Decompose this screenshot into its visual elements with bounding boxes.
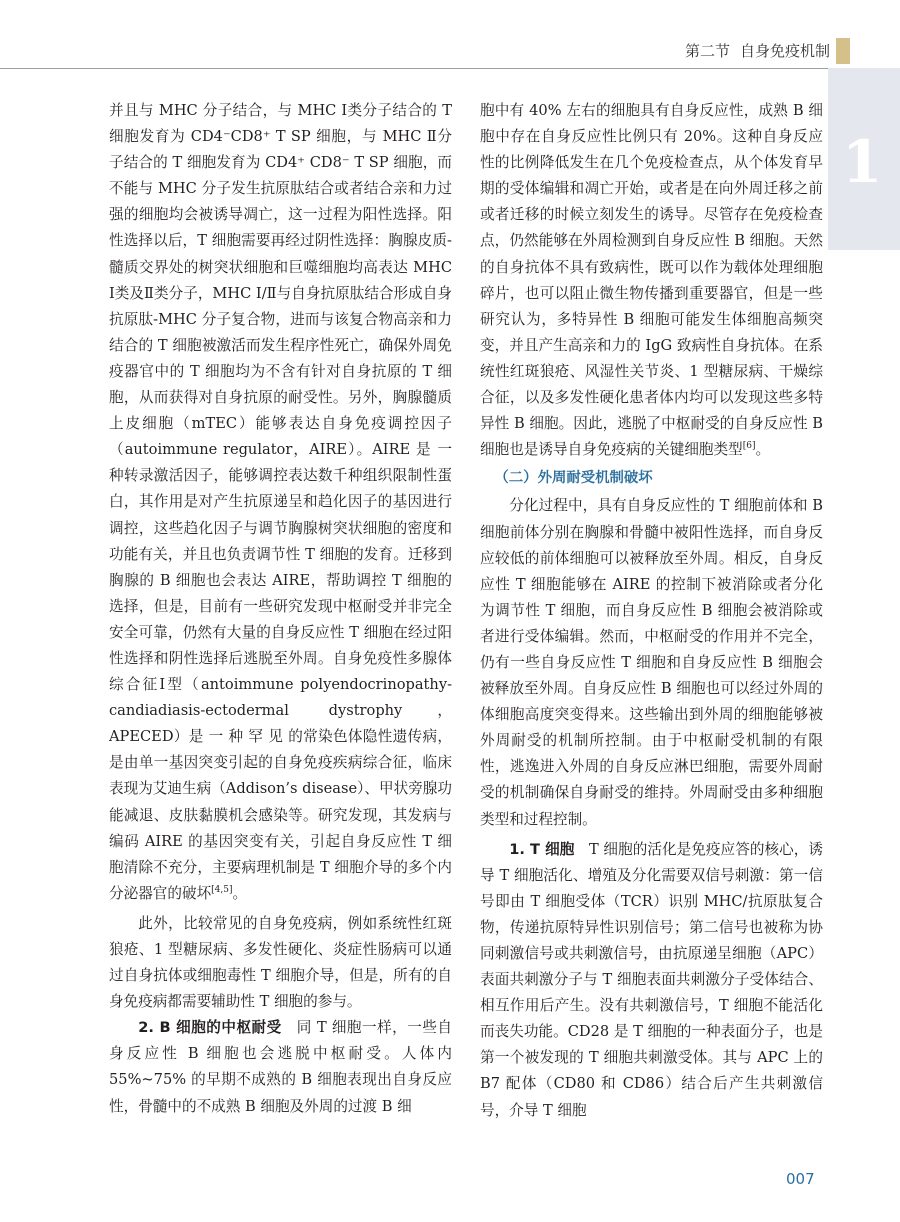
page-number: 007 (786, 1170, 815, 1188)
left-column (109, 98, 452, 1120)
paragraph: 分化过程中，具有自身反应性的 T 细胞前体和 B 细胞前体分别在胸腺和骨髓中被阳性选择，而自身反应较低的前体细胞可以被释放至外周。相反，自身反应性 T 细胞能够在 AIRE 的控制下被消除或者分化为调节性 T 细胞，而自身反应性 B 细胞会被消除或者进行受体编辑。然而，中枢耐受的作用并不完全，仍有一些自身反应性 T 细胞和自身反应性 B 细胞会被释放至外周。自身反应性 B 细胞也可以经过外周的体细胞高度突变得来。这些输出到外周的细胞能够被外周耐受的机制所控制。由于中枢耐受机制的有限性，逃逸进入外周的自身反应淋巴细胞，需要外周耐受的机制确保自身耐受的维持。外周耐受由多种细胞类型和过程控制。 (480, 497, 823, 828)
paragraph-text: 胞中有 40% 左右的细胞具有自身反应性，成熟 B 细胞中存在自身反应性比例只有 20%。这种自身反应性的比例降低发生在几个免疫检查点，从个体发育早期的受体编辑和凋亡开始，或者是在向外周迁移之前或者迁移的时候立刻发生的诱导。尽管存在免疫检查点，仍然能够在外周检测到自身反应性 B 细胞。天然的自身抗体不具有致病性，既可以作为载体处理细胞碎片，也可以阻止微生物传播到重要器官，但是一些研究认为，多特异性 B 细胞可能发生体细胞高频突变，并且产生高亲和力的 IgG 致病性自身抗体。在系统性红斑狼疮、风湿性关节炎、1 型糖尿病、干燥综合征，以及多发性硬化患者体内均可以发现这些多特异性 B 细胞。因此，逃脱了中枢耐受的自身反应性 B 细胞也是诱导自身免疫病的关键细胞类型 (480, 102, 823, 459)
header-title: 自身免疫机制 (739, 42, 830, 60)
chapter-side-tab (828, 68, 900, 250)
paragraph (480, 837, 823, 1124)
citation: [6] (742, 441, 756, 452)
subsection-lead: 1. T 细胞 (509, 840, 575, 858)
subsection-lead: 2. B 细胞的中枢耐受 (138, 1019, 282, 1037)
running-header (560, 40, 830, 61)
header-section: 第二节 (684, 42, 730, 60)
right-column (480, 98, 823, 1124)
paragraph: 此外，比较常见的自身免疫病，例如系统性红斑狼疮、1 型糖尿病、多发性硬化、炎症性肠病可以通过自身抗体或细胞毒性 T 细胞介导，但是，所有的自身免疫病都需要辅助性 T 细胞的参与。 (109, 914, 452, 1011)
paragraph (109, 1015, 452, 1119)
paragraph-text: 并且与 MHC 分子结合，与 MHC Ⅰ类分子结合的 T 细胞发育为 CD4⁻CD8⁺ T SP 细胞，与 MHC Ⅱ分子结合的 T 细胞发育为 CD4⁺ CD8⁻ T SP 细胞，而不能与 MHC 分子发生抗原肽结合或者结合亲和力过强的细胞均会被诱导凋亡，这一过程为阳性选择。阳性选择以后，T 细胞需要再经过阴性选择：胸腺皮质-髓质交界处的树突状细胞和巨噬细胞均高表达 MHC Ⅰ类及Ⅱ类分子，MHC Ⅰ/Ⅱ与自身抗原肽结合形成自身抗原肽-MHC 分子复合物，进而与该复合物高亲和力结合的 T 细胞被激活而发生程序性死亡，确保外周免疫器官中的 T 细胞均为不含有针对自身抗原的 T 细胞，从而获得对自身抗原的耐受性。另外，胸腺髓质上皮细胞（mTEC）能够表达自身免疫调控因子（autoimmune regulator，AIRE）。AIRE 是 一 种转录激活因子，能够调控表达数千种组织限制性蛋白，其作用是对产生抗原递呈和趋化因子的基因进行调控，这些趋化因子与调节胸腺树突状细胞的密度和功能有关，并且也负责调节性 T 细胞的发育。迁移到胸腺的 B 细胞也会表达 AIRE，帮助调控 T 细胞的选择，但是，目前有一些研究发现中枢耐受并非完全安全可靠，仍然有大量的自身反应性 T 细胞在经过阳性选择和阴性选择后逃脱至外周。自身免疫性多腺体综合征Ⅰ型（antoimmune polyendocrinopathy-candiadiasis-ectodermal dystrophy，APECED）是 一 种 罕 见 的常染色体隐性遗传病，是由单一基因突变引起的自身免疫疾病综合征，临床表现为艾迪生病（Addison’s disease）、甲状旁腺功能减退、皮肤黏膜机会感染等。研究发现，其发病与编码 AIRE 的基因突变有关，引起自身反应性 T 细胞清除不充分，主要病理机制是 T 细胞介导的多个内分泌器官的破坏 (109, 102, 452, 902)
citation: [4,5] (211, 884, 233, 895)
paragraph-text: 同 T 细胞一样，一些自身反应性 B 细胞也会逃脱中枢耐受。人体内 55%~75% 的早期不成熟的 B 细胞表现出自身反应性，骨髓中的不成熟 B 细胞及外周的过渡 B 细 (109, 1019, 452, 1115)
header-rule (0, 68, 880, 69)
chapter-number: 1 (842, 128, 883, 196)
paragraph-end: 。 (755, 441, 771, 459)
paragraph (480, 98, 823, 463)
section-subheading: （二）外周耐受机制破坏 (494, 470, 653, 487)
paragraph-text: T 细胞的活化是免疫应答的核心，诱导 T 细胞活化、增殖及分化需要双信号刺激：第一信号即由 T 细胞受体（TCR）识别 MHC/抗原肽复合物，传递抗原特异性识别信号；第二信号也被称为协同刺激信号或共刺激信号，由抗原递呈细胞（APC）表面共刺激分子与 T 细胞表面共刺激分子受体结合、相互作用后产生。没有共刺激信号，T 细胞不能活化而丧失功能。CD28 是 T 细胞的一种表面分子，也是第一个被发现的 T 细胞共刺激受体。其与 APC 上的 B7 配体（CD80 和 CD86）结合后产生共刺激信号，介导 T 细胞 (480, 840, 823, 1119)
paragraph-end: 。 (232, 884, 248, 902)
paragraph (109, 98, 452, 907)
header-tab-marker (836, 38, 850, 64)
